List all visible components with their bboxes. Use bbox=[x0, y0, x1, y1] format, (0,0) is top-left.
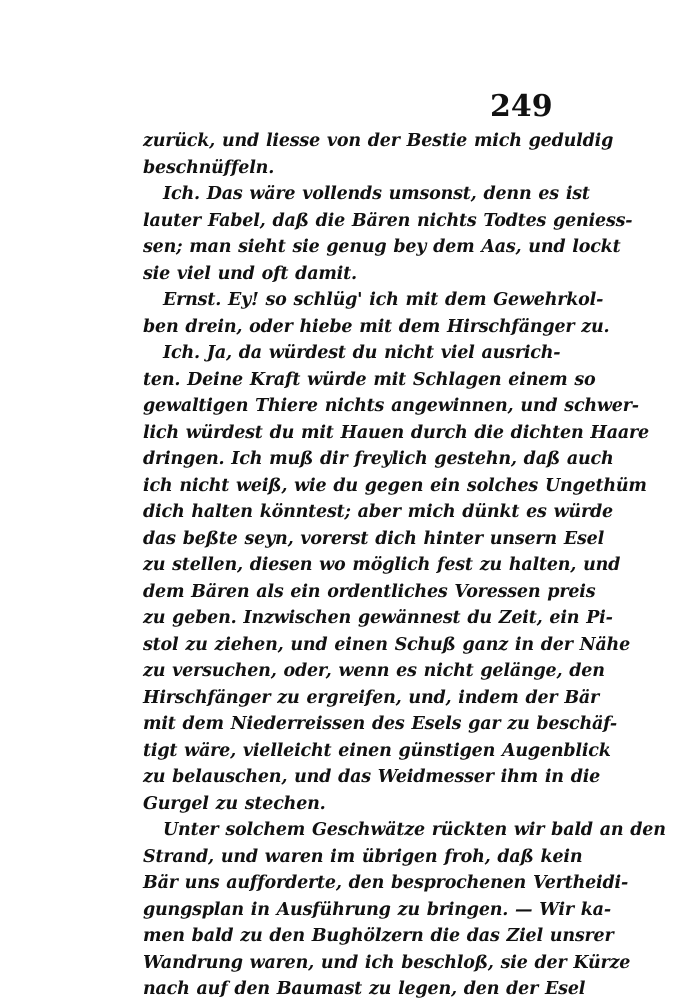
text-line: lich würdest du mit Hauen durch die dichten Haare bbox=[143, 422, 649, 443]
text-line: zu stellen, diesen wo möglich fest zu halten, und bbox=[143, 555, 621, 575]
text-line: Wandrung waren, und ich beschloß, sie der Kürze bbox=[143, 952, 631, 973]
text-line: Ernst. Ey! so schlüg' ich mit dem Gewehrkol- bbox=[163, 290, 604, 310]
text-line: ten. Deine Kraft würde mit Schlagen einem so bbox=[143, 369, 596, 390]
text-line: dringen. Ich muß dir freylich gestehn, daß auch bbox=[143, 449, 614, 469]
text-line: sen; man sieht sie genug bey dem Aas, und lockt bbox=[143, 237, 621, 257]
text-line: men bald zu den Bughölzern die das Ziel unsrer bbox=[143, 926, 614, 946]
page-number: 249 bbox=[490, 89, 553, 124]
text-line: nach auf den Baumast zu legen, den der Esel bbox=[143, 979, 586, 999]
text-line: ich nicht weiß, wie du gegen ein solches Ungethüm bbox=[143, 475, 647, 496]
text-line: zu versuchen, oder, wenn es nicht gelänge, den bbox=[143, 661, 605, 681]
text-line: tigt wäre, vielleicht einen günstigen Augenblick bbox=[143, 740, 611, 761]
text-line: Strand, und waren im übrigen froh, daß kein bbox=[143, 846, 583, 867]
text-line: Hirschfänger zu ergreifen, und, indem der Bär bbox=[143, 687, 600, 708]
text-line: Ich. Das wäre vollends umsonst, denn es ist bbox=[163, 184, 590, 204]
text-line: Ich. Ja, da würdest du nicht viel ausrich- bbox=[163, 343, 561, 363]
text-line: gungsplan in Ausführung zu bringen. — Wir ka- bbox=[143, 899, 611, 920]
text-line: Bär uns aufforderte, den besprochenen Vertheidi- bbox=[143, 873, 629, 893]
text-line: zu geben. Inzwischen gewännest du Zeit, ein Pi- bbox=[143, 608, 613, 628]
text-line: das beßte seyn, vorerst dich hinter unsern Esel bbox=[143, 528, 605, 549]
text-line: beschnüffeln. bbox=[143, 157, 275, 178]
text-line: mit dem Niederreissen des Esels gar zu beschäf- bbox=[143, 714, 617, 734]
text-line: dich halten könntest; aber mich dünkt es würde bbox=[143, 502, 613, 522]
text-line: sie viel und oft damit. bbox=[143, 263, 357, 284]
text-line: zurück, und liesse von der Bestie mich geduldig bbox=[143, 131, 614, 151]
text-line: Gurgel zu stechen. bbox=[143, 793, 326, 814]
text-line: ben drein, oder hiebe mit dem Hirschfänger zu. bbox=[143, 316, 610, 337]
body-text bbox=[143, 128, 666, 1003]
text-line: dem Bären als ein ordentliches Voressen preis bbox=[143, 581, 596, 602]
text-line: lauter Fabel, daß die Bären nichts Todtes geniess- bbox=[143, 210, 633, 231]
text-line: gewaltigen Thiere nichts angewinnen, und schwer- bbox=[143, 396, 639, 416]
text-line: zu belauschen, und das Weidmesser ihm in die bbox=[143, 767, 601, 787]
text-line: Unter solchem Geschwätze rückten wir bald an den bbox=[163, 820, 666, 840]
text-line: stol zu ziehen, und einen Schuß ganz in der Nähe bbox=[143, 634, 631, 655]
